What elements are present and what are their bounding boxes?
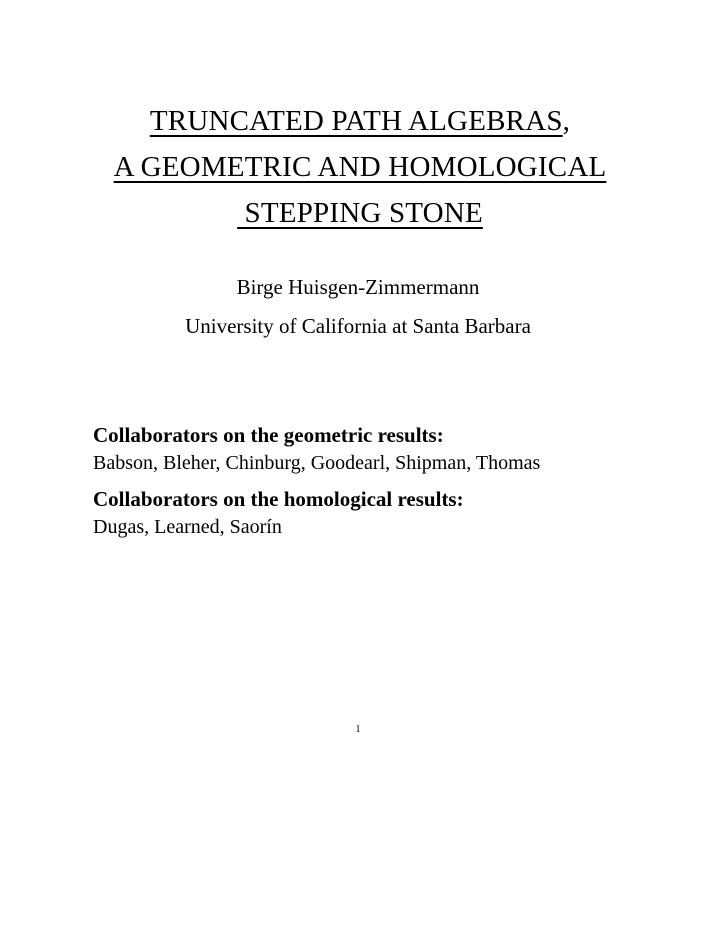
homological-collaborators-names: Dugas, Learned, Saorín [93,516,282,538]
title-line-1 [0,98,720,144]
author-block [0,268,716,346]
paper-title [0,98,720,236]
title-line-1-main: TRUNCATED PATH ALGEBRAS [149,105,563,137]
title-line-2: A GEOMETRIC AND HOMOLOGICAL [113,151,607,183]
author-affiliation: University of California at Santa Barbara [185,314,531,338]
author-name: Birge Huisgen-Zimmermann [236,275,480,299]
title-line-3 [0,190,720,236]
geometric-collaborators-names: Babson, Bleher, Chinburg, Goodearl, Shipman, Thomas [93,452,541,474]
homological-collaborators-heading: Collaborators on the homological results: [93,487,464,511]
geometric-collaborators-heading: Collaborators on the geometric results: [93,423,444,447]
page-number: 1 [355,724,361,735]
collaborators-section [93,421,693,549]
title-line-1-comma: , [562,105,571,137]
title-line-3-main: STEPPING STONE [237,197,483,229]
